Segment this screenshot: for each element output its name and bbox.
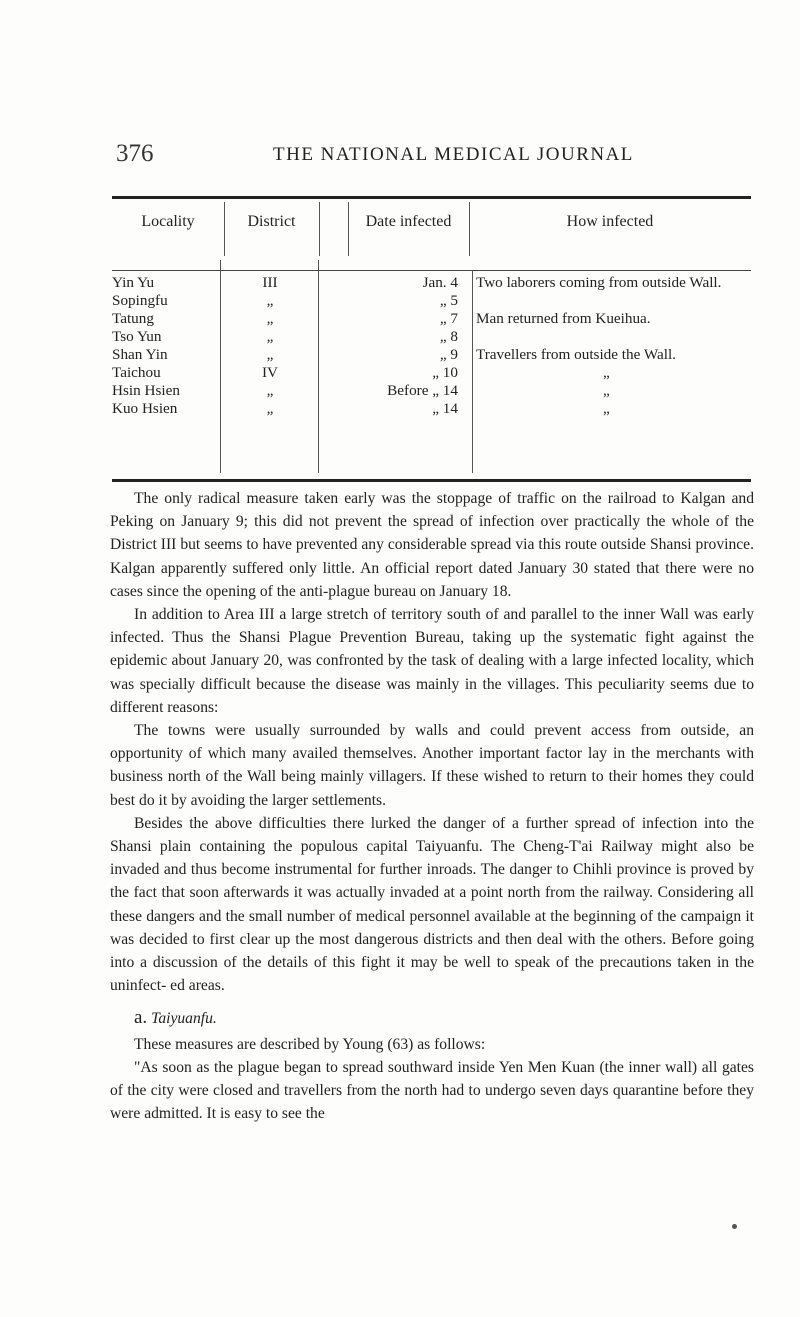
column-header-how: How infected [566, 213, 654, 230]
how-cell: „ [603, 382, 610, 399]
ink-speck [732, 1224, 737, 1229]
table-body [112, 274, 751, 418]
how-cell: „ [603, 400, 610, 417]
locality-cell: Taichou [112, 364, 161, 381]
district-cell: „ [266, 382, 274, 399]
date-cell: „ 7 [439, 310, 458, 327]
locality-cell: Yin Yu [112, 274, 155, 291]
header-divider [319, 202, 320, 256]
body-text [110, 487, 754, 1125]
date-cell: Jan. 4 [422, 274, 458, 291]
column-header-date: Date infected [365, 213, 452, 230]
date-cell: Before „ 14 [387, 382, 458, 399]
subheading-title: Taiyuanfu. [151, 1010, 217, 1028]
district-cell: III [262, 274, 278, 291]
locality-cell: Sopingfu [112, 292, 168, 309]
column-header-locality: Locality [141, 213, 195, 230]
district-cell: „ [266, 310, 274, 327]
locality-cell: Shan Yin [112, 346, 168, 363]
paragraph: These measures are described by Young (63) as follows: [134, 1035, 486, 1053]
table-header-rule [112, 270, 751, 271]
paragraph: The towns were usually surrounded by walls and could prevent access from outside, an opportunity of which many availed themselves. Another important factor lay in the merchants with business north of the Wall being mainly villagers. If these wished to return to their homes they could best do it by avoiding the larger settlements. [110, 722, 754, 809]
date-cell: „ 10 [432, 364, 458, 381]
district-cell: „ [266, 328, 274, 345]
infection-table [112, 196, 751, 482]
table-row [112, 346, 751, 364]
paragraph: "As soon as the plague began to spread southward inside Yen Men Kuan (the inner wall) all gates of the city were closed and travellers from the north had to undergo seven days quarantine before they were admitted. It is easy to see the [110, 1058, 754, 1123]
table-row [112, 382, 751, 400]
table-row [112, 292, 751, 310]
table-row [112, 364, 751, 382]
subheading-letter: a. [134, 1007, 148, 1029]
column-header-district: District [247, 213, 296, 230]
locality-cell: Kuo Hsien [112, 400, 178, 417]
table-row [112, 310, 751, 328]
date-cell: „ 8 [439, 328, 458, 345]
locality-cell: Hsin Hsien [112, 382, 180, 399]
date-cell: „ 5 [439, 292, 458, 309]
page-number: 376 [116, 140, 154, 167]
date-cell: „ 9 [439, 346, 458, 363]
paragraph: In addition to Area III a large stretch of territory south of and parallel to the inner Wall was early infected. Thus the Shansi Plague Prevention Bureau, taking up the systematic fight against the epidemic about January 20, was confronted by the task of dealing with a large infected locality, which was specially difficult because the disease was mainly in the villages. This peculiarity seems due to different reasons: [110, 606, 754, 716]
running-title: THE NATIONAL MEDICAL JOURNAL [273, 144, 634, 165]
how-cell: Man returned from Kueihua. [476, 310, 651, 327]
how-cell: „ [603, 364, 610, 381]
date-cell: „ 14 [432, 400, 458, 417]
table-row [112, 274, 751, 292]
district-cell: „ [266, 346, 274, 363]
section-subheading [110, 1006, 754, 1030]
paragraph: Besides the above difficulties there lurked the danger of a further spread of infection into the Shansi plain containing the populous capital Taiyuanfu. The Cheng-T'ai Railway might also be invaded and thus become instrumental for further inroads. The danger to Chihli province is proved by the fact that soon afterwards it was actually invaded at a point north from the railway. Considering all these dangers and the small number of medical personnel available at the beginning of the campaign it was decided to first clear up the most dangerous districts and then deal with the others. Before going into a discussion of the details of this fight it may be well to speak of the precautions taken in the uninfect- ed areas. [110, 814, 754, 995]
table-bottom-rule [112, 479, 751, 482]
paragraph: The only radical measure taken early was the stoppage of traffic on the railroad to Kalgan and Peking on January 9; this did not prevent the spread of infection over practically the whole of the District III but seems to have prevented any considerable spread via this route outside Shansi province. Kalgan apparently suffered only little. An official report dated January 30 stated that there were no cases since the opening of the anti-plague bureau on January 18. [110, 490, 754, 600]
district-cell: „ [266, 292, 274, 309]
table-row [112, 400, 751, 418]
district-cell: „ [266, 400, 274, 417]
district-cell: IV [261, 364, 279, 381]
locality-cell: Tso Yun [112, 328, 162, 345]
locality-cell: Tatung [112, 310, 154, 327]
how-cell: Two laborers coming from outside Wall. [476, 274, 722, 291]
how-cell: Travellers from outside the Wall. [476, 346, 676, 363]
table-top-rule [112, 196, 751, 199]
table-row [112, 328, 751, 346]
